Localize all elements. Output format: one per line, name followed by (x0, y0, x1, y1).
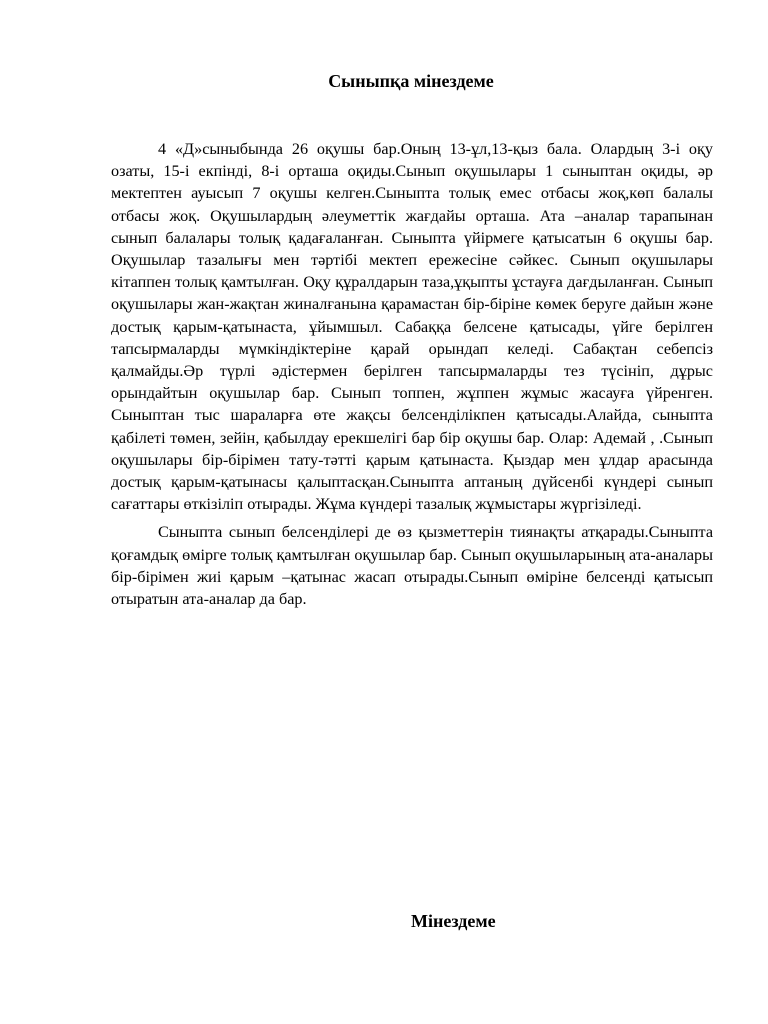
paragraph-2: Сыныпта сынып белсенділері де өз қызметтерін тиянақты атқарады.Сыныпта қоғамдық өмірге толық қамтылған оқушылар бар. Сынып оқушыларының ата-аналары бір-бірімен жиі қарым –қатынас жасап отырады.Сынып өміріне белсенді қатысып отыратын ата-аналар да бар. (111, 523, 713, 609)
document-body (111, 138, 713, 610)
paragraph-1: 4 «Д»сыныбында 26 оқушы бар.Оның 13-ұл,13-қыз бала. Олардың 3-і оқу озаты, 15-і екпінді, 8-і орташа оқиды.Сынып оқушылары 1 сыныптан оқиды, әр мектептен ауысып 7 оқушы келген.Сыныпта толық емес отбасы жоқ,көп балалы отбасы жоқ. Оқушылардың әлеуметтік жағдайы орташа. Ата –аналар тарапынан сынып балалары толық қадағаланған. Сыныпта үйірмеге қатысатын 6 оқушы бар. Оқушылар тазалығы мен тәртібі мектеп ережесіне сәйкес. Сынып оқушылары кітаппен толық қамтылған. Оқу құралдарын таза,ұқыпты ұстауға дағдыланған. Сынып оқушылары жан-жақтан жиналғанына қарамастан бір-біріне көмек беруге дайын және достық қарым-қатынаста, ұйымшыл. Сабаққа белсене қатысады, үйге берілген тапсырмаларды мүмкіндіктеріне қарай орындап келеді. Сабақтан себепсіз қалмайды.Әр түрлі әдістермен берілген тапсырмаларды тез түсініп, дұрыс орындайтын оқушылар бар. Сынып топпен, жұппен жұмыс жасауға үйренген. Сыныптан тыс шараларға өте жақсы белсенділікпен қатысады.Алайда, сыныпта қабілеті төмен, зейін, қабылдау ерекшелігі бар бір оқушы бар. Олар: Адемай , .Сынып оқушылары бір-бірімен тату-тәтті қарым қатынаста. Қыздар мен ұлдар арасында достық қарым-қатынасы қалыптасқан.Сыныпта аптаның дүйсенбі күндері сынып сағаттары өткізіліп отырады. Жұма күндері тазалық жұмыстары жүргізіледі. (111, 140, 713, 514)
document-title: Сыныпқа мінездеме (328, 71, 494, 91)
next-section-title: Мінездеме (411, 911, 496, 931)
